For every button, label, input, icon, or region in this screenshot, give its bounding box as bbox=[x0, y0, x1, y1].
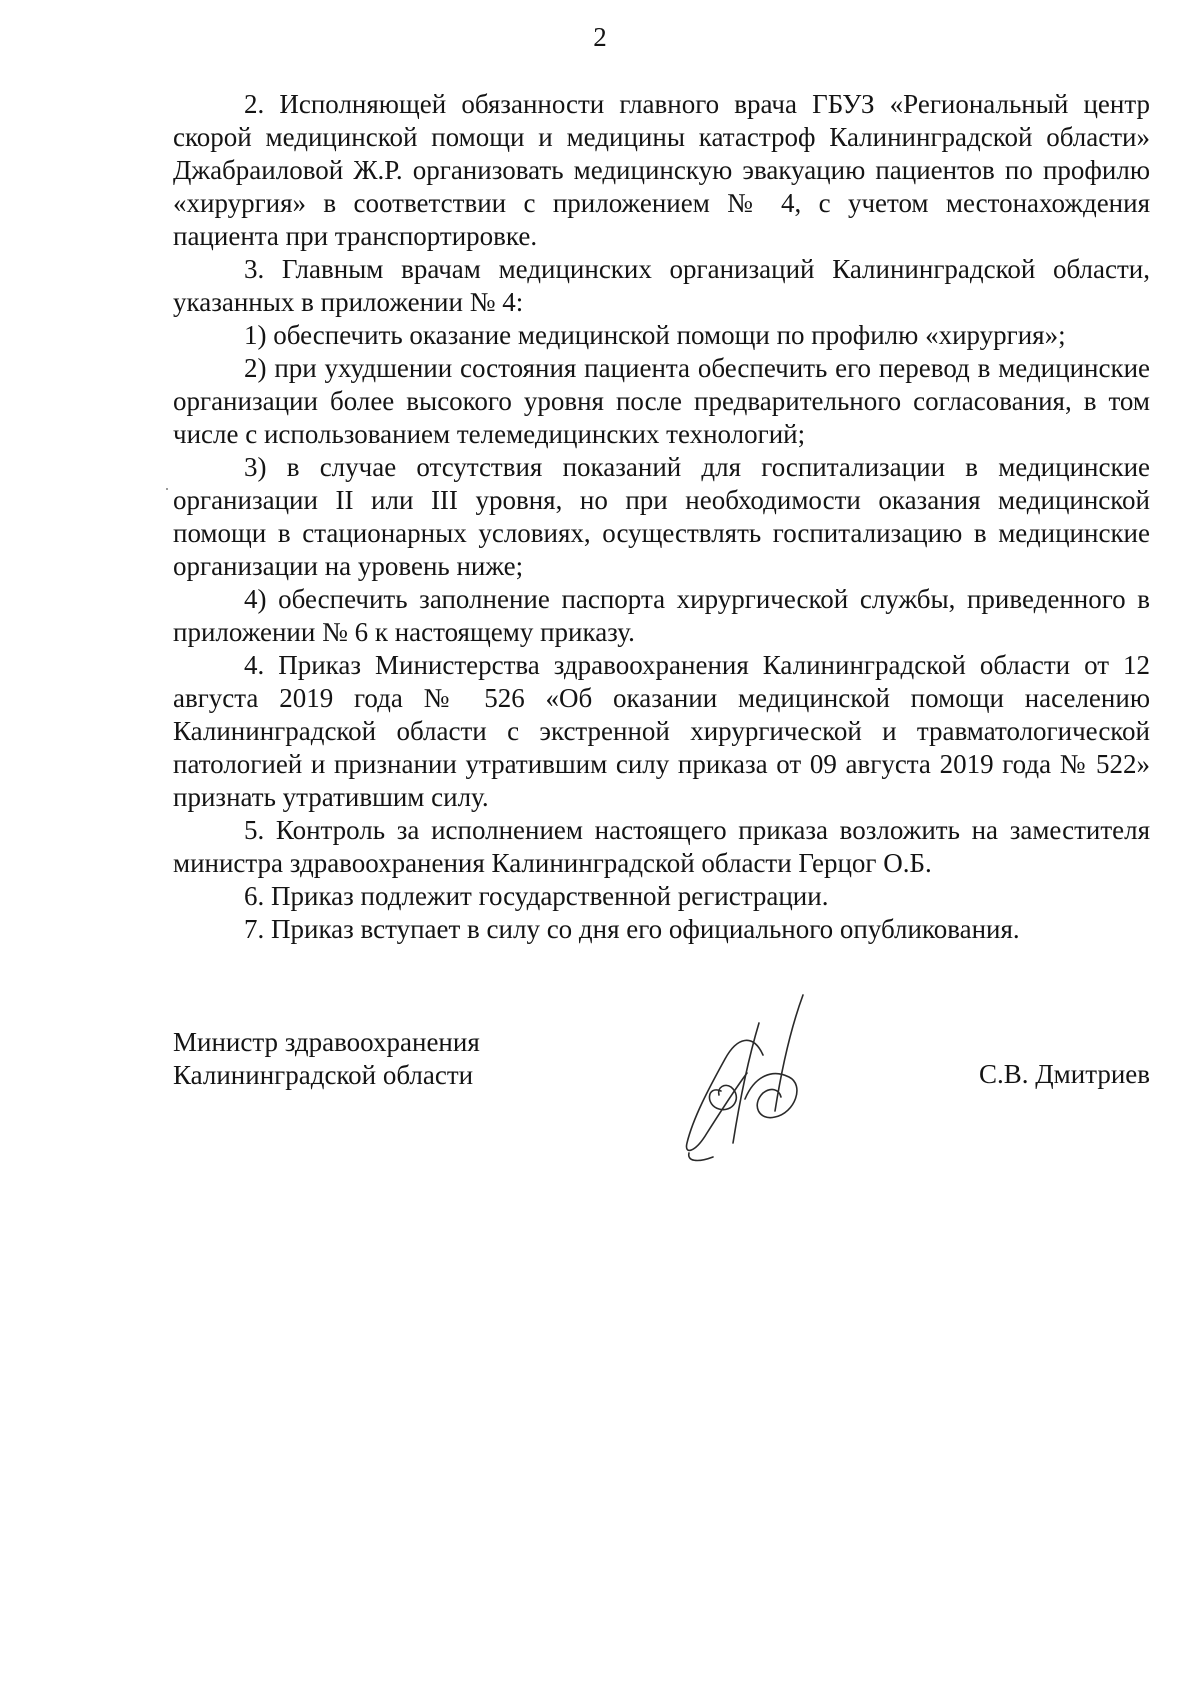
signer-title-line-1: Министр здравоохранения bbox=[173, 1027, 480, 1057]
signer-name: С.В. Дмитриев bbox=[978, 1059, 1150, 1089]
paragraph-item-5: 5. Контроль за исполнением настоящего приказа возложить на заместителя министра здравоохранения Калининградской области Герцог О.Б. bbox=[173, 815, 1150, 878]
paragraph-item-7: 7. Приказ вступает в силу со дня его официального опубликования. bbox=[244, 914, 1020, 944]
subparagraph-3-1: 1) обеспечить оказание медицинской помощи по профилю «хирургия»; bbox=[244, 320, 1066, 350]
scan-artifact bbox=[166, 488, 168, 490]
signer-title-line-2: Калининградской области bbox=[173, 1060, 474, 1090]
subparagraph-3-4: 4) обеспечить заполнение паспорта хирургической службы, приведенного в приложении № 6 к настоящему приказу. bbox=[173, 584, 1150, 647]
subparagraph-3-2: 2) при ухудшении состояния пациента обеспечить его перевод в медицинские организации более высокого уровня после предварительного согласования, в том числе с использованием телемедицинских технологий; bbox=[173, 353, 1150, 449]
handwritten-signature bbox=[663, 993, 823, 1163]
paragraph-item-6: 6. Приказ подлежит государственной регистрации. bbox=[244, 881, 829, 911]
document-body bbox=[173, 88, 1150, 946]
paragraph-item-4: 4. Приказ Министерства здравоохранения Калининградской области от 12 августа 2019 года № 526 «Об оказании медицинской помощи населению Калининградской области с экстренной хирургической и травматологической патологией и признании утратившим силу приказа от 09 августа 2019 года № 522» признать утратившим силу. bbox=[173, 650, 1150, 812]
page-number: 2 bbox=[593, 22, 607, 52]
paragraph-item-3: 3. Главным врачам медицинских организаций Калининградской области, указанных в приложении № 4: bbox=[173, 254, 1150, 317]
paragraph-item-2: 2. Исполняющей обязанности главного врача ГБУЗ «Региональный центр скорой медицинской помощи и медицины катастроф Калининградской области» Джабраиловой Ж.Р. организовать медицинскую эвакуацию пациентов по профилю «хирургия» в соответствии с приложением № 4, с учетом местонахождения пациента при транспортировке. bbox=[173, 89, 1150, 251]
signer-title bbox=[173, 1026, 593, 1092]
subparagraph-3-3: 3) в случае отсутствия показаний для госпитализации в медицинские организации II или III уровня, но при необходимости оказания медицинской помощи в стационарных условиях, осуществлять госпитализацию в медицинские организации на уровень ниже; bbox=[173, 452, 1150, 581]
signature-block bbox=[173, 1026, 1150, 1156]
